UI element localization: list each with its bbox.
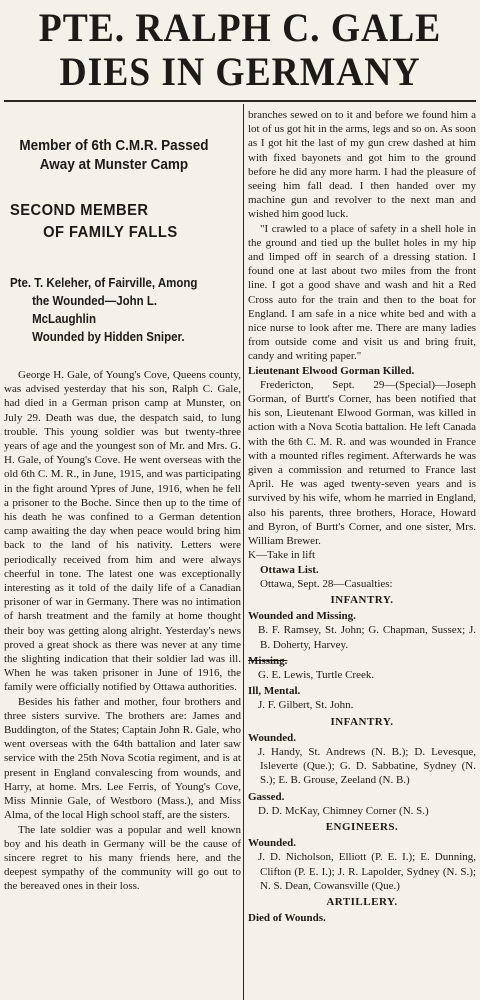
casualty-entry: D. D. McKay, Chimney Corner (N. S.)	[258, 804, 429, 817]
category-died-of-wounds: Died of Wounds.	[248, 912, 326, 925]
story-paragraph: Besides his father and mother, four brothers and three sisters survive. The brothers are: James and Buddington, of the States; Captain John R. Gale, who went overseas with the 64th battalion and later saw service with the 25th Nova Scotia regiment, and is at present in England convalescing from wounds, and Harry, at home. Mrs. Lee Ferris, of Young's Cove, Miss Minnie Gale, of Westboro (Mass.), and Miss Alma, of the local High school staff, are the sisters.	[4, 695, 241, 822]
deck-third	[10, 274, 223, 346]
casualty-entry: J. F. Gilbert, St. John.	[258, 699, 354, 712]
section-artillery: ARTILLERY.	[326, 895, 398, 908]
section-infantry: INFANTRY.	[330, 593, 394, 606]
category-missing: Missing.	[248, 654, 288, 667]
category-gassed: Gassed.	[248, 790, 285, 803]
casualty-entry: J. D. Nicholson, Elliott (P. E. I.); E. Dunning, Clifton (P. E. I.); J. R. Lapolder, Sydney (N. S.); N. S. Dean, Cowansville (Que.)	[258, 851, 476, 892]
gorman-heading: Lieutenant Elwood Gorman Killed.	[248, 364, 415, 377]
deck-third-line-3: Wounded by Hidden Sniper.	[32, 330, 185, 344]
headline-rule	[4, 100, 476, 102]
deck-third-line-1: Pte. T. Keleher, of Fairville, Among	[10, 276, 198, 290]
story-paragraph: The late soldier was a popular and well known boy and his death in Germany will be the cause of sincere regret to his many friends here, and the deepest sympathy of the community will go out to the bereaved ones in their loss.	[4, 823, 241, 893]
casualty-entry: B. F. Ramsey, St. John; G. Chapman, Sussex; J. B. Doherty, Harvey.	[258, 624, 476, 651]
casualty-entry: J. Handy, St. Andrews (N. B.); D. Levesque, Isleverte (Que.); G. D. Sabbatine, Sydney (N. S.); E. B. Grouse, Zeeland (N. B.)	[258, 745, 476, 787]
gorman-paragraph: Fredericton, Sept. 29—(Special)—Joseph Gorman, of Burtt's Corner, has been notified that his son, Lieutenant Elwood Gorman, was killed in action with a Nova Scotia battalion. He left Canada with the 6th C. M. R. and was wounded in France with a mounted rifles regiment. Afterwards he was given a commission and returned to France last April. He was aged twenty-seven years and is survived by his wife, whom he married in England, also his parents, three brothers, Horace, Howard and Byron, of Burtt's Corner, and one sister, Mrs. William Brewer.	[248, 378, 476, 548]
ottawa-dateline: Ottawa, Sept. 28—Casualties:	[260, 577, 393, 590]
story-paragraph: George H. Gale, of Young's Cove, Queens county, was advised yesterday that his son, Ralph C. Gale, had died in a German prison camp at Munster, on July 29. Death was due, the despatch said, to lung trouble. This young soldier was but twenty-three years of age and the youngest son of Mr. and Mrs. G. H. Gale, of Young's Cove. He went overseas with the old 6th C. M. R., in June, 1915, and was participating in the fight around Ypres of June, 1916, when he fell a prisoner to the Boche. Since then up to the time of his death he was confined to a German detention camp awaiting the day when peace would bring him back to the land of his nativity. Letters were periodically received from him and were always cheerful in tone. The latest one was exceptionally interesting as it told of the daily life of a Canadian prisoner of war in Germany. There was no intimation of harsh treatment and the family at home thought their boy was getting along alright. Yesterday's news proved a great shock as there was never at any time the slighting indication that their soldier lad was ill. When he was taken prisoner in June of 1916, the family were officially notified by Ottawa authorities.	[4, 369, 241, 694]
deck-second-line-2: OF FAMILY FALLS	[43, 224, 178, 241]
column-rule	[243, 104, 244, 1000]
left-column	[4, 108, 241, 1000]
casualty-entry: G. E. Lewis, Turtle Creek.	[258, 668, 375, 681]
right-column-text	[248, 108, 476, 925]
deck-third-line-2: the Wounded—John L. McLaughlin	[32, 294, 158, 326]
category-ill-mental: Ill, Mental.	[248, 685, 301, 698]
deck-first: Member of 6th C.M.R. Passed Away at Munster Camp	[19, 137, 209, 173]
headline-line-2: DIES IN GERMANY	[59, 49, 421, 94]
section-infantry: INFANTRY.	[330, 715, 394, 728]
gale-story	[4, 368, 241, 894]
story-paragraph: branches sewed on to it and before we found him a lot of us got hit in the arms, legs and so on. As soon as I got hit the last of my gun crew dashed at him with fixed bayonets and got him to the ground before he did any more harm. I had the pleasure of seeing him fall dead. I then handed over my machine gun and revolver to the next man and wished him good luck.	[248, 109, 476, 221]
take-in-lift-note: K—Take in lift	[248, 549, 316, 562]
deck-second	[10, 200, 223, 244]
deck-second-line-1: SECOND MEMBER	[10, 202, 149, 219]
category-wounded-missing: Wounded and Missing.	[248, 610, 356, 623]
ottawa-list-heading: Ottawa List.	[260, 563, 319, 576]
category-wounded: Wounded.	[248, 731, 296, 744]
headline-line-1: PTE. RALPH C. GALE	[38, 5, 442, 50]
section-engineers: ENGINEERS.	[325, 820, 399, 833]
story-paragraph: "I crawled to a place of safety in a shell hole in the ground and tied up the bullet holes in my hip and limped off in search of a dressing station. I found one at last about two miles from the front line. I got a good shave and wash and hit a Red Cross auto for the train and then to the boat for England. I am safe in a nice white bed and with a nice nurse to look after me. There are many ladies from outside come and visit us and bring fruit, candy and writing paper."	[248, 222, 476, 363]
category-wounded: Wounded.	[248, 837, 296, 850]
right-column	[248, 108, 476, 1000]
